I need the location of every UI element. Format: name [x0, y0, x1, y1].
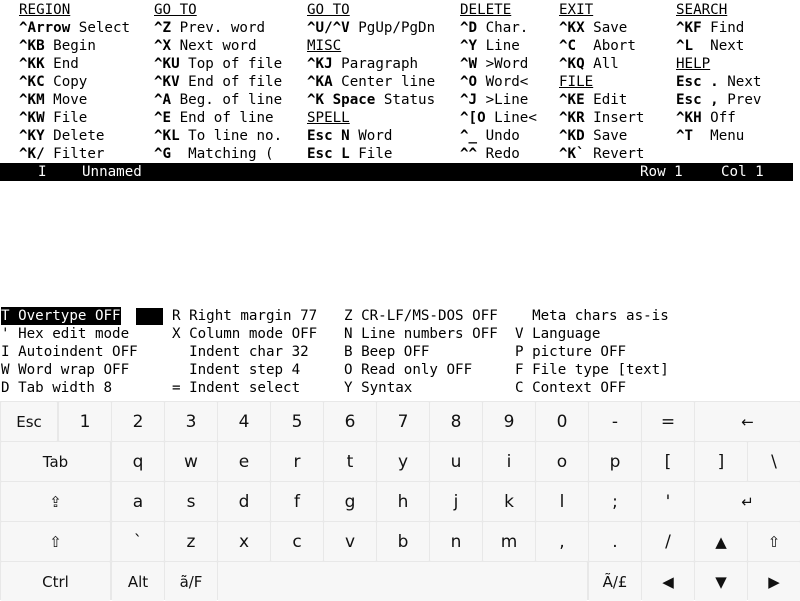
help-description: >Line	[477, 92, 529, 108]
key-2[interactable]: 2	[112, 402, 164, 441]
help-panel	[0, 0, 800, 162]
key-3[interactable]: 3	[165, 402, 217, 441]
fn-key[interactable]: ã/F	[165, 562, 217, 601]
help-description: Save	[584, 128, 628, 144]
key-t[interactable]: t	[324, 442, 376, 481]
key-/[interactable]: /	[642, 522, 694, 561]
key-1[interactable]: 1	[59, 402, 111, 441]
options-menu	[0, 307, 800, 399]
help-description: Center line	[332, 74, 436, 90]
arrow-left-key[interactable]: ◀	[642, 562, 694, 601]
help-entry	[307, 55, 435, 73]
help-description: Insert	[584, 110, 645, 126]
help-key: ^KR	[559, 110, 585, 126]
help-key: ^O	[460, 74, 478, 90]
help-entry	[460, 127, 537, 145]
onscreen-keyboard	[0, 401, 800, 600]
key-[[interactable]: [	[642, 442, 694, 481]
help-description: Top of file	[179, 56, 283, 72]
help-column-heading: GO TO	[154, 2, 197, 18]
status-filename: Unnamed	[82, 164, 142, 180]
help-subheading: MISC	[307, 38, 342, 54]
help-entry	[154, 19, 282, 37]
alt-key[interactable]: Alt	[112, 562, 164, 601]
help-description: Char.	[477, 20, 529, 36]
help-key: Esc L	[307, 146, 350, 162]
help-entry	[307, 91, 435, 109]
help-key: ^Arrow	[19, 20, 71, 36]
key-u[interactable]: u	[430, 442, 482, 481]
help-key: ^KU	[154, 56, 180, 72]
help-key: ^[O	[460, 110, 486, 126]
key-`[interactable]: `	[112, 522, 164, 561]
help-entry	[154, 127, 282, 145]
key-0[interactable]: 0	[536, 402, 588, 441]
key-8[interactable]: 8	[430, 402, 482, 441]
help-column	[154, 1, 282, 163]
help-description: Line<	[485, 110, 537, 126]
help-key: ^T	[676, 128, 694, 144]
option-item[interactable]: T Overtype OFF	[1, 308, 121, 324]
help-subheading: FILE	[559, 74, 594, 90]
key-'[interactable]: '	[642, 482, 694, 521]
key-7[interactable]: 7	[377, 402, 429, 441]
ctrl-key[interactable]: Ctrl	[1, 562, 110, 601]
help-subheading: SPELL	[307, 110, 350, 126]
help-key: ^A	[154, 92, 172, 108]
help-column-heading: GO TO	[307, 2, 350, 18]
help-description: All	[584, 56, 619, 72]
help-key: ^KA	[307, 74, 333, 90]
help-description: >Word	[477, 56, 529, 72]
option-item[interactable]: I Autoindent OFF	[1, 344, 138, 360]
help-key: Esc .	[676, 74, 719, 90]
help-entry	[460, 19, 537, 37]
help-key: ^KL	[154, 128, 180, 144]
key-i[interactable]: i	[483, 442, 535, 481]
option-item[interactable]: Indent char 32	[172, 344, 309, 360]
option-item[interactable]: Y Syntax	[344, 380, 413, 396]
help-key: ^KV	[154, 74, 180, 90]
help-key: ^K`	[559, 146, 585, 162]
help-column-heading: EXIT	[559, 2, 594, 18]
help-entry	[676, 37, 761, 55]
help-entry	[559, 37, 644, 55]
enter-key[interactable]: ↵	[695, 482, 800, 521]
help-entry	[154, 73, 282, 91]
option-item[interactable]: R Right margin 77	[172, 308, 318, 324]
menu-cursor	[136, 308, 163, 325]
key-n[interactable]: n	[430, 522, 482, 561]
help-description: Matching (	[171, 146, 274, 162]
key-w[interactable]: w	[165, 442, 217, 481]
key-;[interactable]: ;	[589, 482, 641, 521]
help-entry	[154, 91, 282, 109]
help-description: Revert	[584, 146, 645, 162]
help-description: Next	[693, 38, 745, 54]
help-description: Word	[349, 128, 393, 144]
help-column	[559, 1, 644, 163]
caps-lock-key[interactable]: ⇪	[1, 482, 110, 521]
help-key: ^Y	[460, 38, 478, 54]
status-mode: I	[38, 164, 47, 180]
help-entry	[19, 73, 130, 91]
option-item[interactable]: D Tab width 8	[1, 380, 113, 396]
help-description: To line no.	[179, 128, 283, 144]
key-l[interactable]: l	[536, 482, 588, 521]
help-entry	[19, 91, 130, 109]
help-description: Copy	[44, 74, 88, 90]
key-e[interactable]: e	[218, 442, 270, 481]
arrow-right-key[interactable]: ▶	[748, 562, 800, 601]
key-p[interactable]: p	[589, 442, 641, 481]
key-\[interactable]: \	[748, 442, 800, 481]
option-item[interactable]: C Context OFF	[515, 380, 627, 396]
help-entry	[460, 73, 537, 91]
help-description: Status	[375, 92, 436, 108]
help-key: ^KY	[19, 128, 45, 144]
help-key: ^W	[460, 56, 478, 72]
help-description: End of file	[179, 74, 283, 90]
help-entry	[19, 19, 130, 37]
help-entry	[154, 37, 282, 55]
option-item[interactable]: ' Hex edit mode	[1, 326, 130, 342]
key-6[interactable]: 6	[324, 402, 376, 441]
help-key: ^_	[460, 128, 478, 144]
help-entry	[154, 145, 282, 163]
help-entry	[460, 37, 537, 55]
help-key: ^KB	[19, 38, 45, 54]
help-key: ^KJ	[307, 56, 333, 72]
help-description: Word<	[477, 74, 529, 90]
key--[interactable]: -	[589, 402, 641, 441]
help-key: ^KW	[19, 110, 45, 126]
help-key: ^E	[154, 110, 172, 126]
help-entry	[559, 109, 644, 127]
help-key: ^KC	[19, 74, 45, 90]
key-r[interactable]: r	[271, 442, 323, 481]
options-row	[0, 307, 800, 325]
status-col: Col 1	[721, 164, 764, 180]
help-entry	[19, 145, 130, 163]
help-description: Prev	[718, 92, 762, 108]
status-row: Row 1	[640, 164, 683, 180]
help-key: ^Z	[154, 20, 172, 36]
help-description: Abort	[576, 38, 636, 54]
space-key[interactable]	[218, 562, 587, 601]
help-description: Beg. of line	[171, 92, 283, 108]
help-entry	[559, 55, 644, 73]
help-column	[307, 1, 435, 163]
arrow-down-key[interactable]: ▼	[695, 562, 747, 601]
option-item[interactable]: O Read only OFF	[344, 362, 473, 378]
help-entry	[19, 37, 130, 55]
help-column	[676, 1, 761, 163]
help-entry	[19, 109, 130, 127]
key-y[interactable]: y	[377, 442, 429, 481]
help-entry	[676, 73, 761, 91]
help-description: Delete	[44, 128, 105, 144]
help-key: ^KF	[676, 20, 702, 36]
help-key: ^G	[154, 146, 172, 162]
help-key: ^KX	[559, 20, 585, 36]
help-key: ^KD	[559, 128, 585, 144]
help-subheading: HELP	[676, 56, 711, 72]
help-entry	[676, 127, 761, 145]
options-row	[0, 343, 800, 361]
help-description: Next word	[171, 38, 257, 54]
status-bar	[0, 163, 793, 181]
option-item[interactable]: P picture OFF	[515, 344, 627, 360]
help-description: Prev. word	[171, 20, 266, 36]
help-key: Esc ,	[676, 92, 719, 108]
key-g[interactable]: g	[324, 482, 376, 521]
help-key: ^J	[460, 92, 478, 108]
key-c[interactable]: c	[271, 522, 323, 561]
help-entry	[460, 91, 537, 109]
help-description: File	[44, 110, 88, 126]
help-key: ^KM	[19, 92, 45, 108]
key-4[interactable]: 4	[218, 402, 270, 441]
option-item[interactable]: B Beep OFF	[344, 344, 430, 360]
help-entry	[154, 109, 282, 127]
key-b[interactable]: b	[377, 522, 429, 561]
key-s[interactable]: s	[165, 482, 217, 521]
help-entry	[559, 19, 644, 37]
help-description: Undo	[477, 128, 520, 144]
help-description: Edit	[584, 92, 628, 108]
help-key: ^D	[460, 20, 478, 36]
options-row	[0, 361, 800, 379]
help-description: Find	[701, 20, 745, 36]
help-entry	[676, 91, 761, 109]
help-description: Off	[701, 110, 736, 126]
key-][interactable]: ]	[695, 442, 747, 481]
help-description: Paragraph	[332, 56, 419, 72]
help-entry	[559, 145, 644, 163]
key-m[interactable]: m	[483, 522, 535, 561]
help-description: Move	[44, 92, 88, 108]
help-description: End	[44, 56, 79, 72]
arrow-up-key[interactable]: ▲	[695, 522, 747, 561]
option-item[interactable]: F File type [text]	[515, 362, 669, 378]
shift-key[interactable]: ⇧	[748, 522, 800, 561]
help-key: ^K/	[19, 146, 45, 162]
help-entry	[19, 55, 130, 73]
key-5[interactable]: 5	[271, 402, 323, 441]
key-v[interactable]: v	[324, 522, 376, 561]
option-item[interactable]: = Indent select	[172, 380, 301, 396]
help-entry	[307, 127, 435, 145]
option-item[interactable]: W Word wrap OFF	[1, 362, 130, 378]
key-j[interactable]: j	[430, 482, 482, 521]
key-q[interactable]: q	[112, 442, 164, 481]
help-key: Esc N	[307, 128, 350, 144]
tab-key[interactable]: Tab	[1, 442, 110, 481]
help-key: ^^	[460, 146, 478, 162]
help-entry	[460, 109, 537, 127]
help-entry	[676, 109, 761, 127]
backspace-key[interactable]: ←	[695, 402, 800, 441]
help-entry	[460, 55, 537, 73]
option-item[interactable]: Indent step 4	[172, 362, 301, 378]
key-,[interactable]: ,	[536, 522, 588, 561]
help-entry	[559, 91, 644, 109]
help-column	[19, 1, 130, 163]
help-entry	[676, 145, 761, 163]
option-item[interactable]: Meta chars as-is	[515, 308, 669, 324]
help-key: ^U/^V	[307, 20, 350, 36]
help-description: Menu	[693, 128, 745, 144]
help-description: PgUp/PgDn	[349, 20, 436, 36]
key-x[interactable]: x	[218, 522, 270, 561]
key-z[interactable]: z	[165, 522, 217, 561]
help-key: ^KK	[19, 56, 45, 72]
option-item[interactable]: X Column mode OFF	[172, 326, 318, 342]
help-entry	[307, 145, 435, 163]
help-description: Line	[477, 38, 520, 54]
key-=[interactable]: =	[642, 402, 694, 441]
help-description: End of line	[171, 110, 274, 126]
option-item[interactable]: V Language	[515, 326, 601, 342]
help-description: Begin	[44, 38, 96, 54]
key-k[interactable]: k	[483, 482, 535, 521]
help-description: Redo	[477, 146, 520, 162]
help-key: ^KH	[676, 110, 702, 126]
help-key: ^L	[676, 38, 694, 54]
help-column-heading: REGION	[19, 2, 71, 18]
help-entry	[307, 73, 435, 91]
help-key: ^C	[559, 38, 577, 54]
help-column	[460, 1, 537, 163]
help-column-heading: SEARCH	[676, 2, 728, 18]
help-description: Next	[718, 74, 762, 90]
key-o[interactable]: o	[536, 442, 588, 481]
help-description: File	[349, 146, 393, 162]
help-key: ^X	[154, 38, 172, 54]
option-item[interactable]: N Line numbers OFF	[344, 326, 498, 342]
help-key: ^K Space	[307, 92, 376, 108]
help-entry	[460, 145, 537, 163]
key-.[interactable]: .	[589, 522, 641, 561]
help-key: ^KQ	[559, 56, 585, 72]
key-f[interactable]: f	[271, 482, 323, 521]
alt-gr-key[interactable]: Ã/£	[589, 562, 641, 601]
shift-key[interactable]: ⇧	[1, 522, 110, 561]
help-entry	[154, 55, 282, 73]
help-entry	[19, 127, 130, 145]
key-9[interactable]: 9	[483, 402, 535, 441]
help-key: ^KE	[559, 92, 585, 108]
help-description: Save	[584, 20, 628, 36]
help-entry	[676, 19, 761, 37]
help-description: Filter	[44, 146, 105, 162]
options-row	[0, 325, 800, 343]
help-entry	[559, 127, 644, 145]
options-row	[0, 379, 800, 397]
option-item[interactable]: Z CR-LF/MS-DOS OFF	[344, 308, 498, 324]
help-description: Select	[70, 20, 131, 36]
key-a[interactable]: a	[112, 482, 164, 521]
help-entry	[307, 19, 435, 37]
help-column-heading: DELETE	[460, 2, 512, 18]
key-h[interactable]: h	[377, 482, 429, 521]
escape-key[interactable]: Esc	[1, 402, 57, 441]
key-d[interactable]: d	[218, 482, 270, 521]
